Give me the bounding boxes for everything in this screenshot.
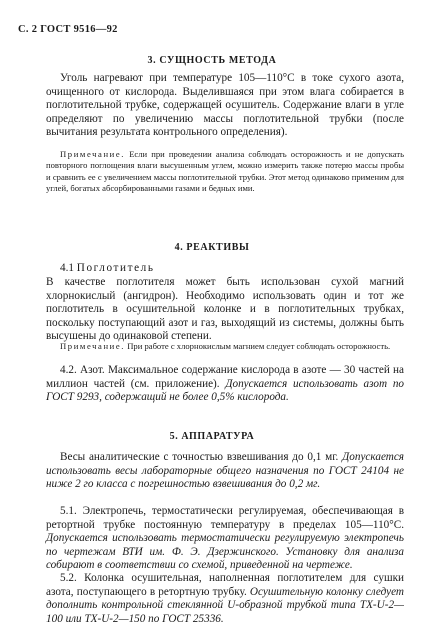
item-2-italic: Осушительную колонку следует дополнить контрольной стеклянной U-образной трубкой типа ТХ-U-2—100 или ТХ-U-2—150 по ГОСТ 25336. bbox=[46, 585, 404, 625]
note-label: Примечание. bbox=[60, 149, 126, 159]
item-1-text: 5.1. Электропечь, термостатически регулируемая, обеспечивающая в ретортной трубке постоянную температуру в пределах 105—110°С. bbox=[46, 505, 404, 531]
section-3-note bbox=[46, 149, 404, 195]
item-number: 4.1 bbox=[60, 262, 74, 274]
scales-italic: Допускается использовать весы лабораторные общего назначения по ГОСТ 24104 не ниже 2 го класса с погрешностью взвешивания до 0,2 мг. bbox=[46, 451, 405, 491]
item-title: Поглотитель bbox=[76, 262, 155, 274]
item-1-italic: Допускается использовать термостатически регулируемую электропечь по чертежам ВТИ им. Ф. Э. Дзержинского. Установку для анализа собирают в соответствии со схемой, приведенной на чертеже. bbox=[46, 532, 404, 572]
item-2-text: 5.2. Колонка осушительная, наполненная поглотителем для сушки азота, поступающего в ретортную трубку. bbox=[46, 572, 404, 598]
scales-text: Весы аналитические с точностью взвешивания до 0,1 мг. bbox=[60, 451, 339, 463]
page-header: С. 2 ГОСТ 9516—92 bbox=[18, 24, 118, 35]
section-5-item-1 bbox=[46, 505, 404, 573]
note-text: Если при проведении анализа соблюдать осторожность и не допускать повторного поглощения влаги высушенным углем, можно измерить также потерю массы пробы и сравнить ее с увеличением массы поглотительной трубки. Этот метод одинаково применим для углей, богатых абсорбированными газами и бедных ими. bbox=[46, 149, 405, 194]
section-5-item-2 bbox=[46, 572, 404, 626]
section-3-title: 3. СУЩНОСТЬ МЕТОДА bbox=[147, 55, 277, 66]
item-2-italic: Допускается использовать азот по ГОСТ 9293, содержащий не более 0,5% кислорода. bbox=[46, 377, 405, 404]
item-2-text: 4.2. Азот. Максимальное содержание кислорода в азоте — 30 частей на миллион частей (см. приложение). bbox=[46, 364, 404, 390]
section-5-scales bbox=[46, 451, 404, 492]
section-4-item-1-text: В качестве поглотителя может быть использован сухой магний хлорнокислый (ангидрон). Необходимо использовать один и тот же поглотитель в осушительной колонке и в поглотительных трубках, поскольку поступающий азот и газ, выходящий из системы, должны быть высушены до одинаковой степени. bbox=[46, 276, 404, 343]
section-4-title: 4. РЕАКТИВЫ bbox=[174, 242, 250, 253]
section-4-item-2 bbox=[46, 364, 404, 405]
note-text: При работе с хлорнокислым магнием следует соблюдать осторожность. bbox=[127, 341, 391, 351]
section-4-note bbox=[46, 341, 404, 352]
section-5-title: 5. АППАРАТУРА bbox=[169, 431, 255, 442]
note-label: Примечание. bbox=[60, 341, 126, 351]
section-3-paragraph: Уголь нагревают при температуре 105—110°С в токе сухого азота, очищенного от кислорода. Выделившаяся при этом влага собирается в поглотительной трубке, содержащей осушитель. Содержание влаги в угле определяют по увеличению массы поглотительной трубки (после вычитания результата контрольного определения). bbox=[46, 72, 404, 139]
section-4-item-1-heading bbox=[46, 262, 404, 276]
